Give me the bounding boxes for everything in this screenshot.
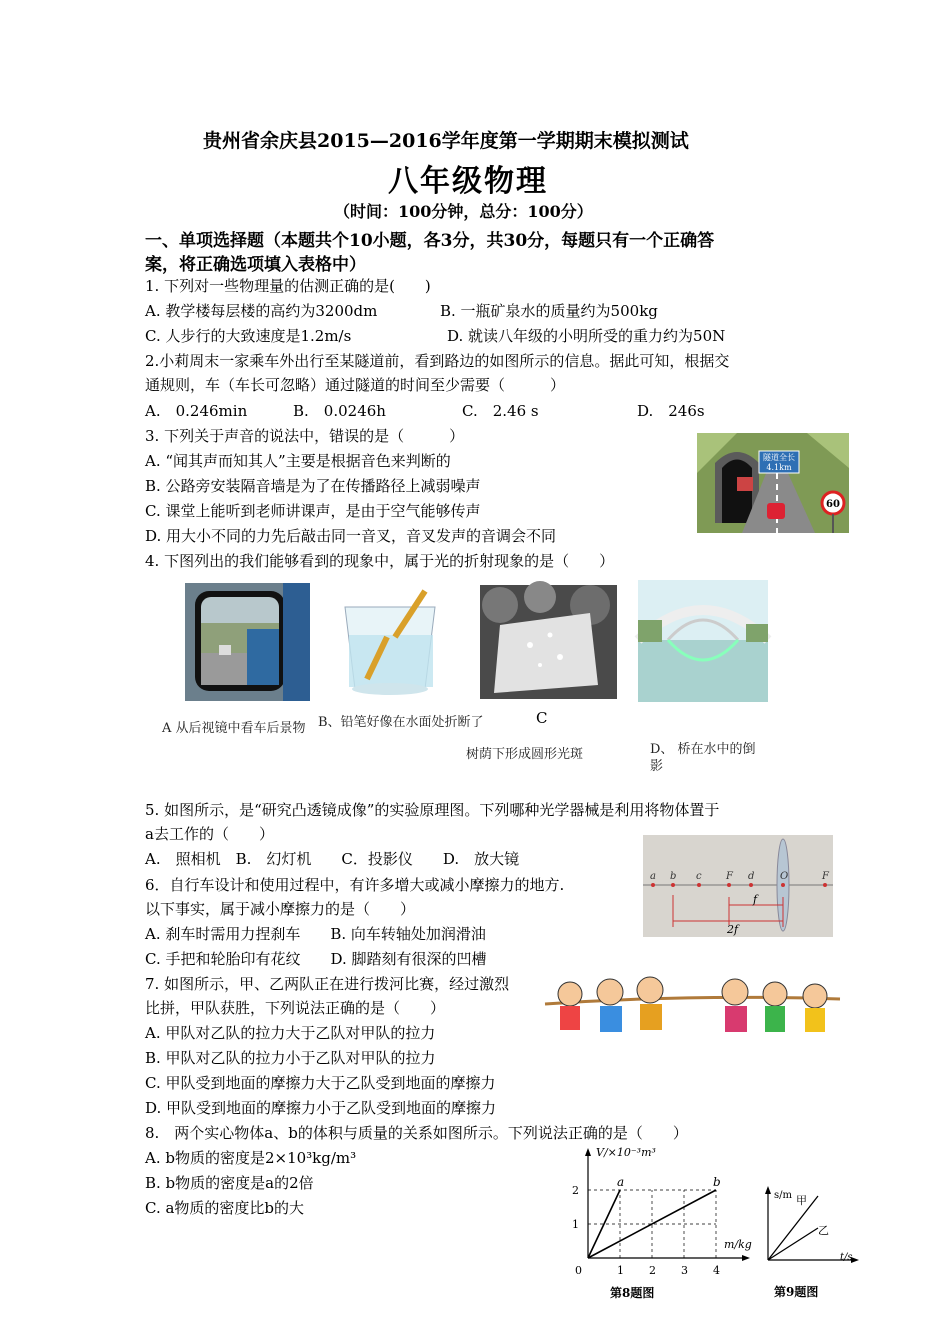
q4-stem: 4. 下图列出的我们能够看到的现象中，属于光的折射现象的是（ ） <box>145 552 615 570</box>
tunnel-sign-length: 4.1km <box>766 463 792 472</box>
fig8-label-b: b <box>713 1175 721 1189</box>
q8-option-a: A. b物质的密度是2×10³kg/m³ <box>145 1149 357 1167</box>
q6-options-cd: C. 手把和轮胎印有花纹 D. 脚踏刻有很深的凹槽 <box>145 950 487 968</box>
q5-stem-line1: 5. 如图所示，是“研究凸透镜成像”的实验原理图。下列哪种光学器械是利用将物体置于 <box>145 801 720 819</box>
q7-option-c: C. 甲队受到地面的摩擦力大于乙队受到地面的摩擦力 <box>145 1074 496 1092</box>
fig8-xtick-3: 3 <box>681 1264 688 1277</box>
fig9-xlabel: t/s <box>840 1252 853 1263</box>
lens-point-3 <box>727 883 731 887</box>
tunnel-sign-text: 隧道全长 <box>763 453 795 462</box>
q2-option-b: B. 0.0246h <box>293 402 386 420</box>
lens-label-1: b <box>670 871 677 882</box>
fig8-ylabel: V/×10⁻³m³ <box>596 1146 656 1159</box>
fig9-series-乙 <box>768 1228 818 1260</box>
fig8-xtick-4: 4 <box>713 1264 720 1277</box>
fig8-xtick-2: 2 <box>649 1264 656 1277</box>
fig8-volume-mass-chart <box>560 1140 760 1340</box>
q3-stem: 3. 下列关于声音的说法中，错误的是（ ） <box>145 427 465 445</box>
lens-dim-2f: 2f <box>727 923 739 936</box>
q7-stem-line2: 比拼，甲队获胜，下列说法正确的是（ ） <box>145 999 446 1017</box>
q4-caption-d-line2: 影 <box>650 759 664 774</box>
lens-label-2: c <box>696 871 702 882</box>
q6-stem-line1: 6．自行车设计和使用过程中，有许多增大或减小摩擦力的地方. <box>145 876 565 894</box>
lens-label-4: d <box>748 871 755 882</box>
q5-options: A. 照相机 B. 幻灯机 C．投影仪 D. 放大镜 <box>145 850 520 868</box>
fig8-series-a <box>588 1190 620 1258</box>
fig8-ytick-2: 2 <box>572 1184 579 1197</box>
q3-option-b: B. 公路旁安装隔音墙是为了在传播路径上减弱噪声 <box>145 477 481 495</box>
lens-point-4 <box>749 883 753 887</box>
q2-stem-line1: 2.小莉周末一家乘车外出行至某隧道前，看到路边的如图所示的信息。据此可知，根据交 <box>145 352 730 370</box>
q7-option-a: A. 甲队对乙队的拉力大于乙队对甲队的拉力 <box>145 1024 436 1042</box>
lens-point-0 <box>651 883 655 887</box>
fig8-xtick-0: 0 <box>575 1264 582 1277</box>
q6-stem-line2: 以下事实，属于减小摩擦力的是（ ） <box>145 900 416 918</box>
subject-title: 八年级物理 <box>388 164 548 199</box>
q4-caption-b: B、铅笔好像在水面处折断了 <box>318 715 484 730</box>
fig9-series-甲 <box>768 1196 818 1260</box>
q2-option-a: A. 0.246min <box>145 402 248 420</box>
fig8-xtick-1: 1 <box>617 1264 624 1277</box>
q6-options-ab: A. 刹车时需用力捏刹车 B. 向车转轴处加润滑油 <box>145 925 486 943</box>
q2-option-c: C. 2.46 s <box>462 402 539 420</box>
pencil-in-water-photo <box>325 587 455 699</box>
fig9-distance-time-chart <box>762 1180 872 1340</box>
lens-label-6: F <box>822 871 829 882</box>
fig8-caption: 第8题图 <box>610 1286 655 1300</box>
q2-option-d: D. 246s <box>637 402 705 420</box>
q1-option-b: B. 一瓶矿泉水的质量约为500kg <box>440 302 658 320</box>
section-heading-line2: 案，将正确选项填入表格中） <box>145 255 366 275</box>
fig8-label-a: a <box>617 1175 625 1189</box>
q8-option-b: B. b物质的密度是a的2倍 <box>145 1174 314 1192</box>
lens-point-5 <box>781 883 785 887</box>
q2-stem-line2: 通规则，车（车长可忽略）通过隧道的时间至少需要（ ） <box>145 376 566 394</box>
fig8-xlabel: m/kg <box>724 1238 752 1251</box>
fig8-ytick-1: 1 <box>572 1218 579 1231</box>
q1-stem: 1. 下列对一些物理量的估测正确的是( ) <box>145 277 431 295</box>
q7-option-d: D. 甲队受到地面的摩擦力小于乙队受到地面的摩擦力 <box>145 1099 497 1117</box>
exam-meta: （时间：100分钟，总分：100分） <box>334 202 593 221</box>
q4-caption-d-line1: D、 桥在水中的倒 <box>650 742 756 757</box>
q4-caption-a: A 从后视镜中看车后景物 <box>162 721 306 736</box>
tree-shade-light-spots-photo <box>480 585 617 699</box>
q4-caption-c: 树荫下形成圆形光斑 <box>466 747 584 762</box>
q5-stem-line2: a去工作的（ ） <box>145 825 274 843</box>
lens-label-0: a <box>650 871 656 882</box>
fig9-label-yi: 乙 <box>818 1224 829 1237</box>
fig9-ylabel: s/m <box>774 1190 792 1201</box>
q1-option-d: D. 就读八年级的小明所受的重力约为50N <box>447 327 726 345</box>
q8-option-c: C. a物质的密度比b的大 <box>145 1199 305 1217</box>
lens-label-5: O <box>780 871 789 882</box>
tug-of-war-figure <box>540 964 845 1056</box>
section-heading-line1: 一、单项选择题（本题共个10小题，各3分，共30分，每题只有一个正确答 <box>145 231 715 251</box>
fig9-caption: 第9题图 <box>774 1285 819 1299</box>
exam-title: 贵州省余庆县2015—2016学年度第一学期期末模拟测试 <box>203 130 689 152</box>
q3-option-c: C. 课堂上能听到老师讲课声，是由于空气能够传声 <box>145 502 481 520</box>
convex-lens-diagram <box>643 835 833 937</box>
lens-point-2 <box>697 883 701 887</box>
q1-option-c: C. 人步行的大致速度是1.2m/s <box>145 327 352 345</box>
q4-caption-c-letter: C <box>536 709 548 727</box>
fig9-label-jia: 甲 <box>796 1194 807 1207</box>
rearview-mirror-photo <box>185 583 310 701</box>
q3-option-a: A. “闻其声而知其人”主要是根据音色来判断的 <box>145 452 451 470</box>
lens-dim-f: f <box>753 893 758 906</box>
q3-option-d: D. 用大小不同的力先后敲击同一音叉，音叉发声的音调会不同 <box>145 527 557 545</box>
speed-limit-sign: 60 <box>826 499 840 510</box>
lens-point-6 <box>823 883 827 887</box>
q8-stem: 8. 两个实心物体a、b的体积与质量的关系如图所示。下列说法正确的是（ ） <box>145 1124 688 1142</box>
q7-stem-line1: 7. 如图所示，甲、乙两队正在进行拨河比赛，经过激烈 <box>145 975 510 993</box>
lens-point-1 <box>671 883 675 887</box>
lens-label-3: F <box>726 871 733 882</box>
q7-option-b: B. 甲队对乙队的拉力小于乙队对甲队的拉力 <box>145 1049 436 1067</box>
bridge-reflection-photo <box>638 580 768 702</box>
q1-option-a: A. 教学楼每层楼的高约为3200dm <box>145 302 378 320</box>
tunnel-figure <box>697 433 849 533</box>
